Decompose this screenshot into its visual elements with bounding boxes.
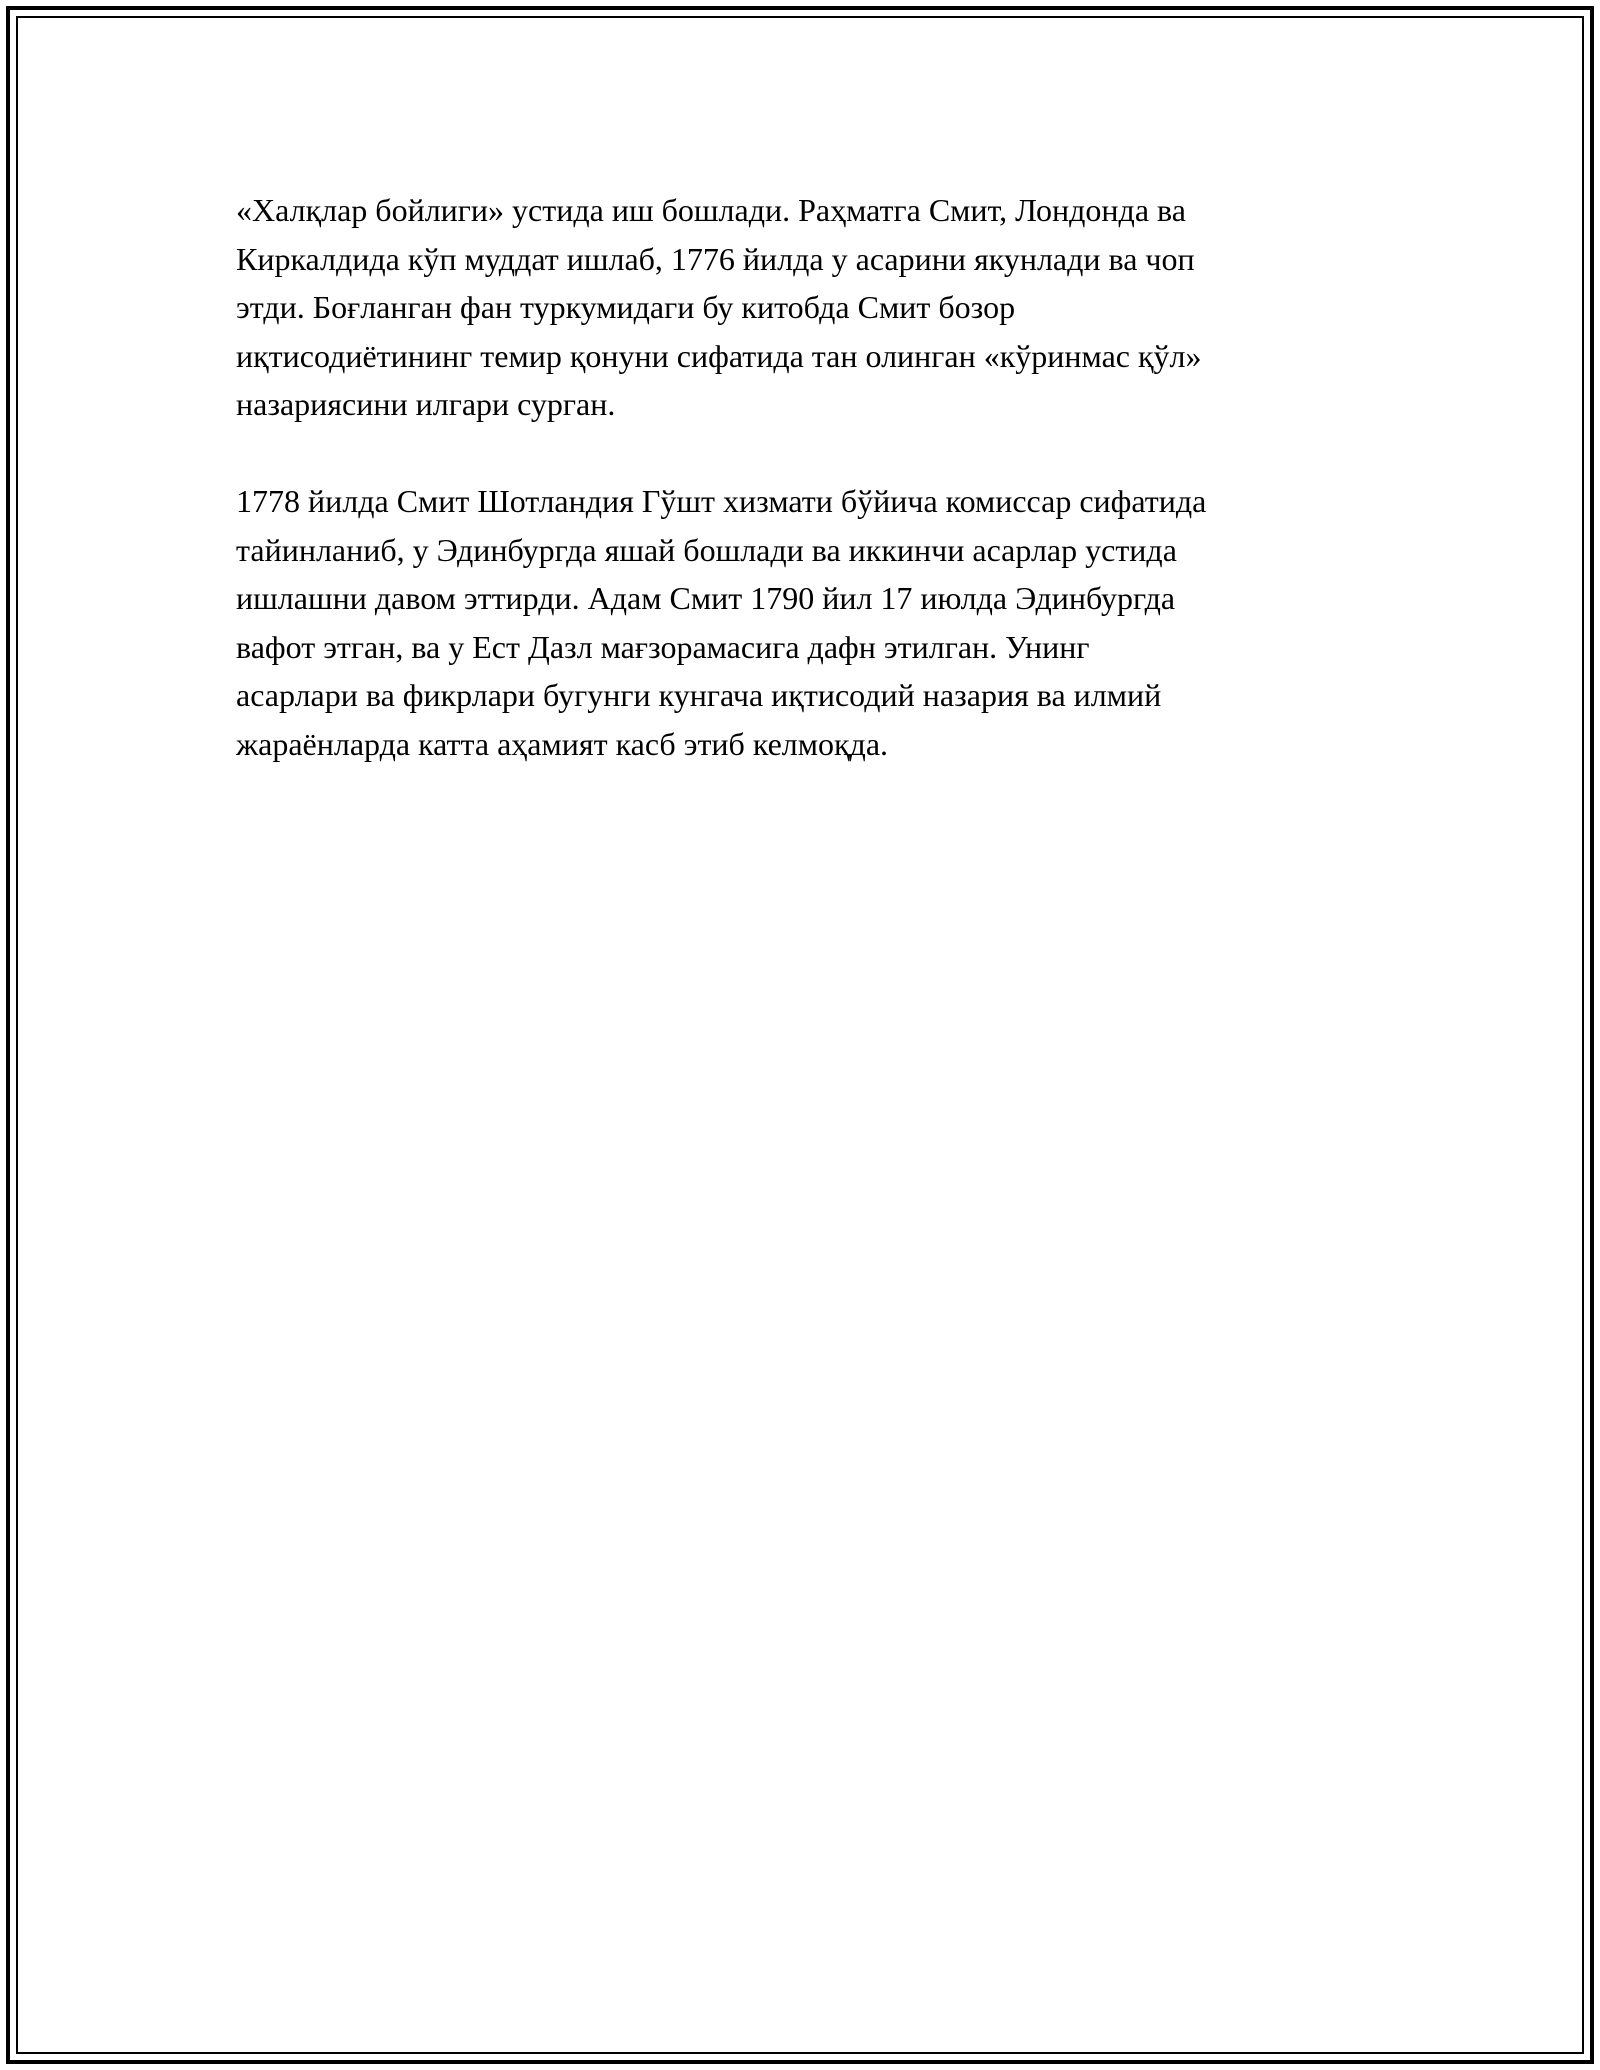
paragraph-2 bbox=[236, 477, 1376, 768]
text-line: тайинланиб, у Эдинбургда яшай бошлади ва иккинчи асарлар устида bbox=[236, 531, 1177, 568]
text-line: иқтисодиётининг темир қонуни сифатида тан олинган «кўринмас қўл» bbox=[236, 337, 1202, 374]
text-line: ишлашни давом эттирди. Адам Смит 1790 йил 17 июлда Эдинбургда bbox=[236, 580, 1176, 616]
text-line: Киркалдида кўп муддат ишлаб, 1776 йилда у асарини якунлади ва чоп bbox=[236, 240, 1195, 277]
document-body bbox=[236, 186, 1376, 768]
text-line: «Халқлар бойлиги» устида иш бошлади. Раҳматга Смит, Лондонда ва bbox=[236, 192, 1186, 228]
text-line: жараёнларда катта аҳамият касб этиб келмоқда. bbox=[236, 725, 889, 762]
text-line: асарлари ва фикрлари бугунги кунгача иқтисодий назария ва илмий bbox=[236, 677, 1162, 713]
text-line: назариясини илгари сурган. bbox=[236, 386, 616, 422]
paragraph-1 bbox=[236, 186, 1376, 429]
text-line: этди. Боғланган фан туркумидаги бу китобда Смит бозор bbox=[236, 289, 1016, 325]
text-line: вафот этган, ва у Ест Дазл мағзорамасига дафн этилган. Унинг bbox=[236, 628, 1090, 665]
text-line: 1778 йилда Смит Шотландия Гўшт хизмати бўйича комиссар сифатида bbox=[236, 483, 1207, 519]
